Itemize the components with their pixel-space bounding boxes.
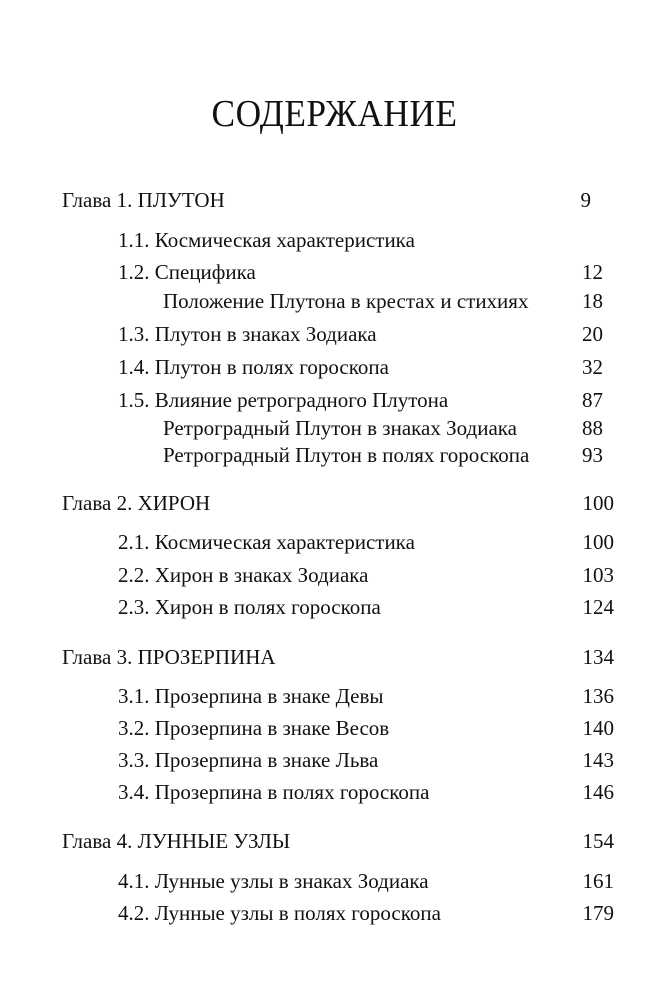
toc-entry-page: 100: [582, 491, 614, 515]
toc-entry-label: 3.1. Прозерпина в знаке Девы: [118, 684, 384, 708]
toc-entry-page: 12: [582, 260, 603, 284]
toc-entry-label: 1.2. Специфика: [118, 260, 256, 284]
toc-entry-label: 4.1. Лунные узлы в знаках Зодиака: [118, 869, 429, 893]
toc-entry-page: 100: [582, 530, 614, 554]
toc-entry-label: Положение Плутона в крестах и стихиях: [163, 289, 529, 313]
toc-entry-page: 20: [582, 322, 603, 346]
toc-entry-label: 1.3. Плутон в знаках Зодиака: [118, 322, 377, 346]
toc-section: [0, 528, 614, 556]
toc-entry-page: 18: [582, 289, 603, 313]
toc-subsection: [0, 287, 603, 315]
toc-section: [0, 714, 614, 742]
toc-entry-label: 2.2. Хирон в знаках Зодиака: [118, 563, 369, 587]
toc-entry-label: 2.1. Космическая характеристика: [118, 530, 415, 554]
toc-section: [0, 746, 614, 774]
toc-entry-page: 93: [582, 443, 603, 467]
toc-entry-label: Глава 3. ПРОЗЕРПИНА: [62, 645, 276, 669]
toc-entry-label: 4.2. Лунные узлы в полях гороскопа: [118, 901, 441, 925]
toc-section: [0, 258, 603, 286]
toc-chapter-4: [0, 827, 614, 855]
toc-entry-label: 3.2. Прозерпина в знаке Весов: [118, 716, 390, 740]
toc-entry-page: 154: [582, 829, 614, 853]
toc-section: [0, 867, 614, 895]
toc-chapter-2: [0, 489, 614, 517]
toc-section: [0, 778, 614, 806]
toc-chapter-3: [0, 643, 614, 671]
toc-section: [0, 320, 603, 348]
toc-entry-label: Ретроградный Плутон в знаках Зодиака: [163, 416, 517, 440]
toc-section: [0, 682, 614, 710]
toc-entry-page: 161: [582, 869, 614, 893]
toc-section: [0, 561, 614, 589]
toc-entry-label: Глава 1. ПЛУТОН: [62, 188, 225, 212]
toc-entry-page: 143: [582, 748, 614, 772]
toc-entry-label: 3.3. Прозерпина в знаке Льва: [118, 748, 379, 772]
toc-entry-label: 3.4. Прозерпина в полях гороскопа: [118, 780, 430, 804]
toc-entry-page: 88: [582, 416, 603, 440]
toc-entry-page: 103: [582, 563, 614, 587]
toc-entry-label: 1.5. Влияние ретроградного Плутона: [118, 388, 449, 412]
toc-entry-label: Ретроградный Плутон в полях гороскопа: [163, 443, 530, 467]
toc-entry-page: 179: [582, 901, 614, 925]
toc-chapter-1: [0, 186, 591, 214]
toc-entry-label: Глава 2. ХИРОН: [62, 491, 211, 515]
toc-subsection: [0, 441, 603, 469]
toc-section: [0, 226, 612, 254]
page-title: СОДЕРЖАНИЕ: [211, 93, 458, 135]
toc-entry-label: 2.3. Хирон в полях гороскопа: [118, 595, 381, 619]
toc-entry-page: 134: [582, 645, 614, 669]
toc-entry-page: 140: [582, 716, 614, 740]
toc-entry-page: 32: [582, 355, 603, 379]
toc-entry-label: 1.4. Плутон в полях гороскопа: [118, 355, 389, 379]
toc-section: [0, 386, 603, 414]
toc-section: [0, 593, 614, 621]
toc-section: [0, 899, 614, 927]
toc-entry-page: 87: [582, 388, 603, 412]
toc-entry-page: 136: [582, 684, 614, 708]
toc-section: [0, 353, 603, 381]
toc-subsection: [0, 414, 603, 442]
toc-entry-page: 9: [580, 188, 591, 212]
toc-entry-page: 124: [582, 595, 614, 619]
toc-entry-page: 146: [582, 780, 614, 804]
toc-entry-label: Глава 4. ЛУННЫЕ УЗЛЫ: [62, 829, 291, 853]
toc-entry-label: 1.1. Космическая характеристика: [118, 228, 415, 252]
